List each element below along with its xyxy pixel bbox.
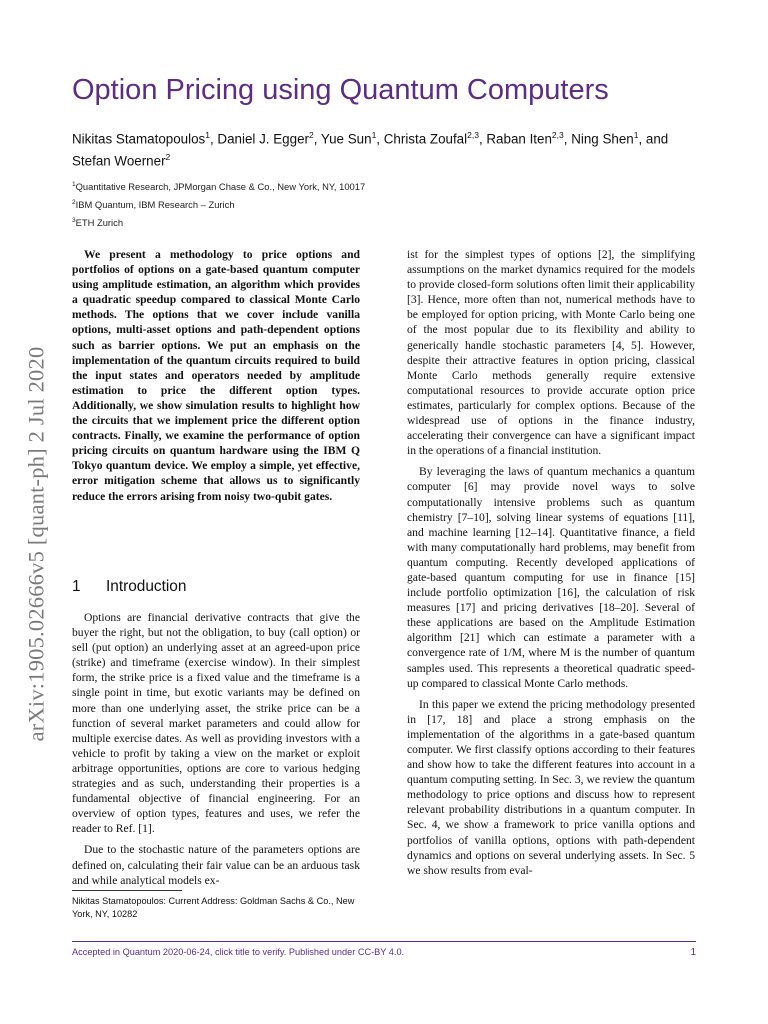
author-name: Stefan Woerner	[72, 153, 166, 169]
section-number: 1	[72, 578, 81, 595]
body-paragraph: ist for the simplest types of options [2], the simplifying assumptions on the market dynamics required for the models to provide closed-form solutions often limit their applicability [3]. Hence, more often than not, numerical methods have to be employed for option pricing, with Monte Carlo being one of the most popular due to its flexibility and ability to generically handle stochastic parameters [4, 5]. However, despite their attractive features in option pricing, classical Monte Carlo methods generally require extensive computational resources to provide accurate option price estimates, particularly for complex options. Because of the widespread use of options in the finance industry, accelerating their convergence can have a significant impact in the operations of a financial institution.	[407, 248, 695, 458]
introduction-left-column	[72, 610, 360, 888]
paper-title[interactable]: Option Pricing using Quantum Computers	[72, 74, 609, 106]
affiliation-list	[72, 177, 672, 231]
footnote-divider	[72, 890, 182, 891]
footer-divider	[72, 941, 696, 942]
author-name: Daniel J. Egger	[217, 131, 309, 147]
author-name: Nikitas Stamatopoulos	[72, 131, 206, 147]
affiliation: $^3$ETH Zurich	[72, 217, 124, 229]
author-affiliation-mark: 2,3	[467, 130, 479, 140]
footnote: Nikitas Stamatopoulos: Current Address: Goldman Sachs & Co., New York, NY, 10282	[72, 896, 355, 919]
arxiv-identifier-stamp	[16, 324, 56, 764]
author-name: Raban Iten	[486, 131, 552, 147]
introduction-right-column	[407, 247, 695, 878]
author-affiliation-mark: 2	[165, 152, 171, 163]
affiliation: $^2$IBM Quantum, IBM Research – Zurich	[72, 199, 235, 211]
author-list: Nikitas Stamatopoulos$^1$, Daniel J. Egger$^2$, Yue Sun$^1$, Christa Zoufal$^{2,3}$, Raban Iten$^{2,3}$, Ning Shen$^1$, and Stefan Woerner$^2$	[72, 130, 669, 169]
affiliation: $^1$Quantitative Research, JPMorgan Chase & Co., New York, NY, 10017	[72, 181, 366, 193]
abstract	[72, 247, 360, 504]
author-affiliation-mark: 1	[205, 130, 210, 140]
author-affiliation-mark: 1	[371, 130, 377, 140]
abstract-text: We present a methodology to price options and portfolios of options on a gate-based quantum computer using amplitude estimation, an algorithm which provides a quadratic speedup compared to classical Monte Carlo methods. The options that we cover include vanilla options, multi-asset options and path-dependent options such as barrier options. We put an emphasis on the implementation of the quantum circuits required to build the input states and operators needed by amplitude estimation to price the different option types. Additionally, we show simulation results to highlight how the circuits that we implement price the different option contracts. Finally, we examine the performance of option pricing circuits on quantum hardware using the IBM Q Tokyo quantum device. We employ a simple, yet effective, error mitigation scheme that allows us to significantly reduce the errors arising from noisy two-qubit gates.	[72, 248, 360, 503]
body-paragraph: Options are financial derivative contracts that give the buyer the right, but not the obligation, to buy (call option) or sell (put option) an underlying asset at an agreed-upon price (strike) and timeframe (exercise window). In their simplest form, the strike price is a fixed value and the timeframe is a single point in time, but exotic variants may be defined on more than one underlying asset, the strike price can be a function of several market parameters and could allow for multiple exercise dates. As well as providing investors with a vehicle to profit by taking a view on the market or exploit arbitrage opportunities, options are core to various hedging strategies and as such, understanding their properties is a fundamental objective of financial engineering. For an overview of option types, features and uses, we refer the reader to Ref. [1].	[72, 611, 360, 836]
section-title: Introduction	[106, 578, 187, 595]
page-number: 1	[690, 947, 696, 958]
arxiv-stamp-text: arXiv:1905.02666v5 [quant-ph] 2 Jul 2020	[23, 346, 48, 742]
author-affiliation-mark: 2,3	[551, 130, 564, 140]
section-heading-introduction	[72, 578, 186, 596]
author-affiliation-mark: 1	[633, 130, 639, 140]
body-paragraph: Due to the stochastic nature of the parameters options are defined on, calculating their fair value can be an arduous task and while analytical models ex-	[72, 843, 360, 887]
author-affiliation-mark: 2	[308, 130, 314, 140]
body-paragraph: By leveraging the laws of quantum mechanics a quantum computer [6] may provide novel ways to solve computationally intensive problems such as quantum chemistry [7–10], solving linear systems of equations [11], and machine learning [12–14]. Quantitative finance, a field with many computationally hard problems, may benefit from quantum computing. Recently developed applications of gate-based quantum computing for use in finance [15] include portfolio optimization [16], the calculation of risk measures [17] and pricing derivatives [18–20]. Several of these applications are based on the Amplitude Estimation algorithm [21] which can estimate a parameter with a convergence rate of 1/M, where M is the number of quantum samples used. This represents a theoretical quadratic speed-up compared to classical Monte Carlo methods.	[407, 465, 695, 690]
author-name: Ning Shen	[571, 131, 634, 147]
acceptance-link[interactable]: Accepted in Quantum 2020-06-24, click title to verify. Published under CC-BY 4.0.	[72, 947, 405, 957]
author-name: Christa Zoufal	[383, 131, 468, 147]
author-name: Yue Sun	[320, 131, 372, 147]
body-paragraph: In this paper we extend the pricing methodology presented in [17, 18] and place a strong emphasis on the implementation of the algorithms in a gate-based quantum computer. We first classify options according to their features and show how to take the different features into account in a quantum computing setting. In Sec. 3, we review the quantum methodology to price options and discuss how to represent relevant probability distributions in a quantum computer. In Sec. 4, we show a framework to price vanilla options and portfolios of vanilla options, options with path-dependent dynamics and options on several underlying assets. In Sec. 5 we show results from eval-	[407, 697, 695, 877]
